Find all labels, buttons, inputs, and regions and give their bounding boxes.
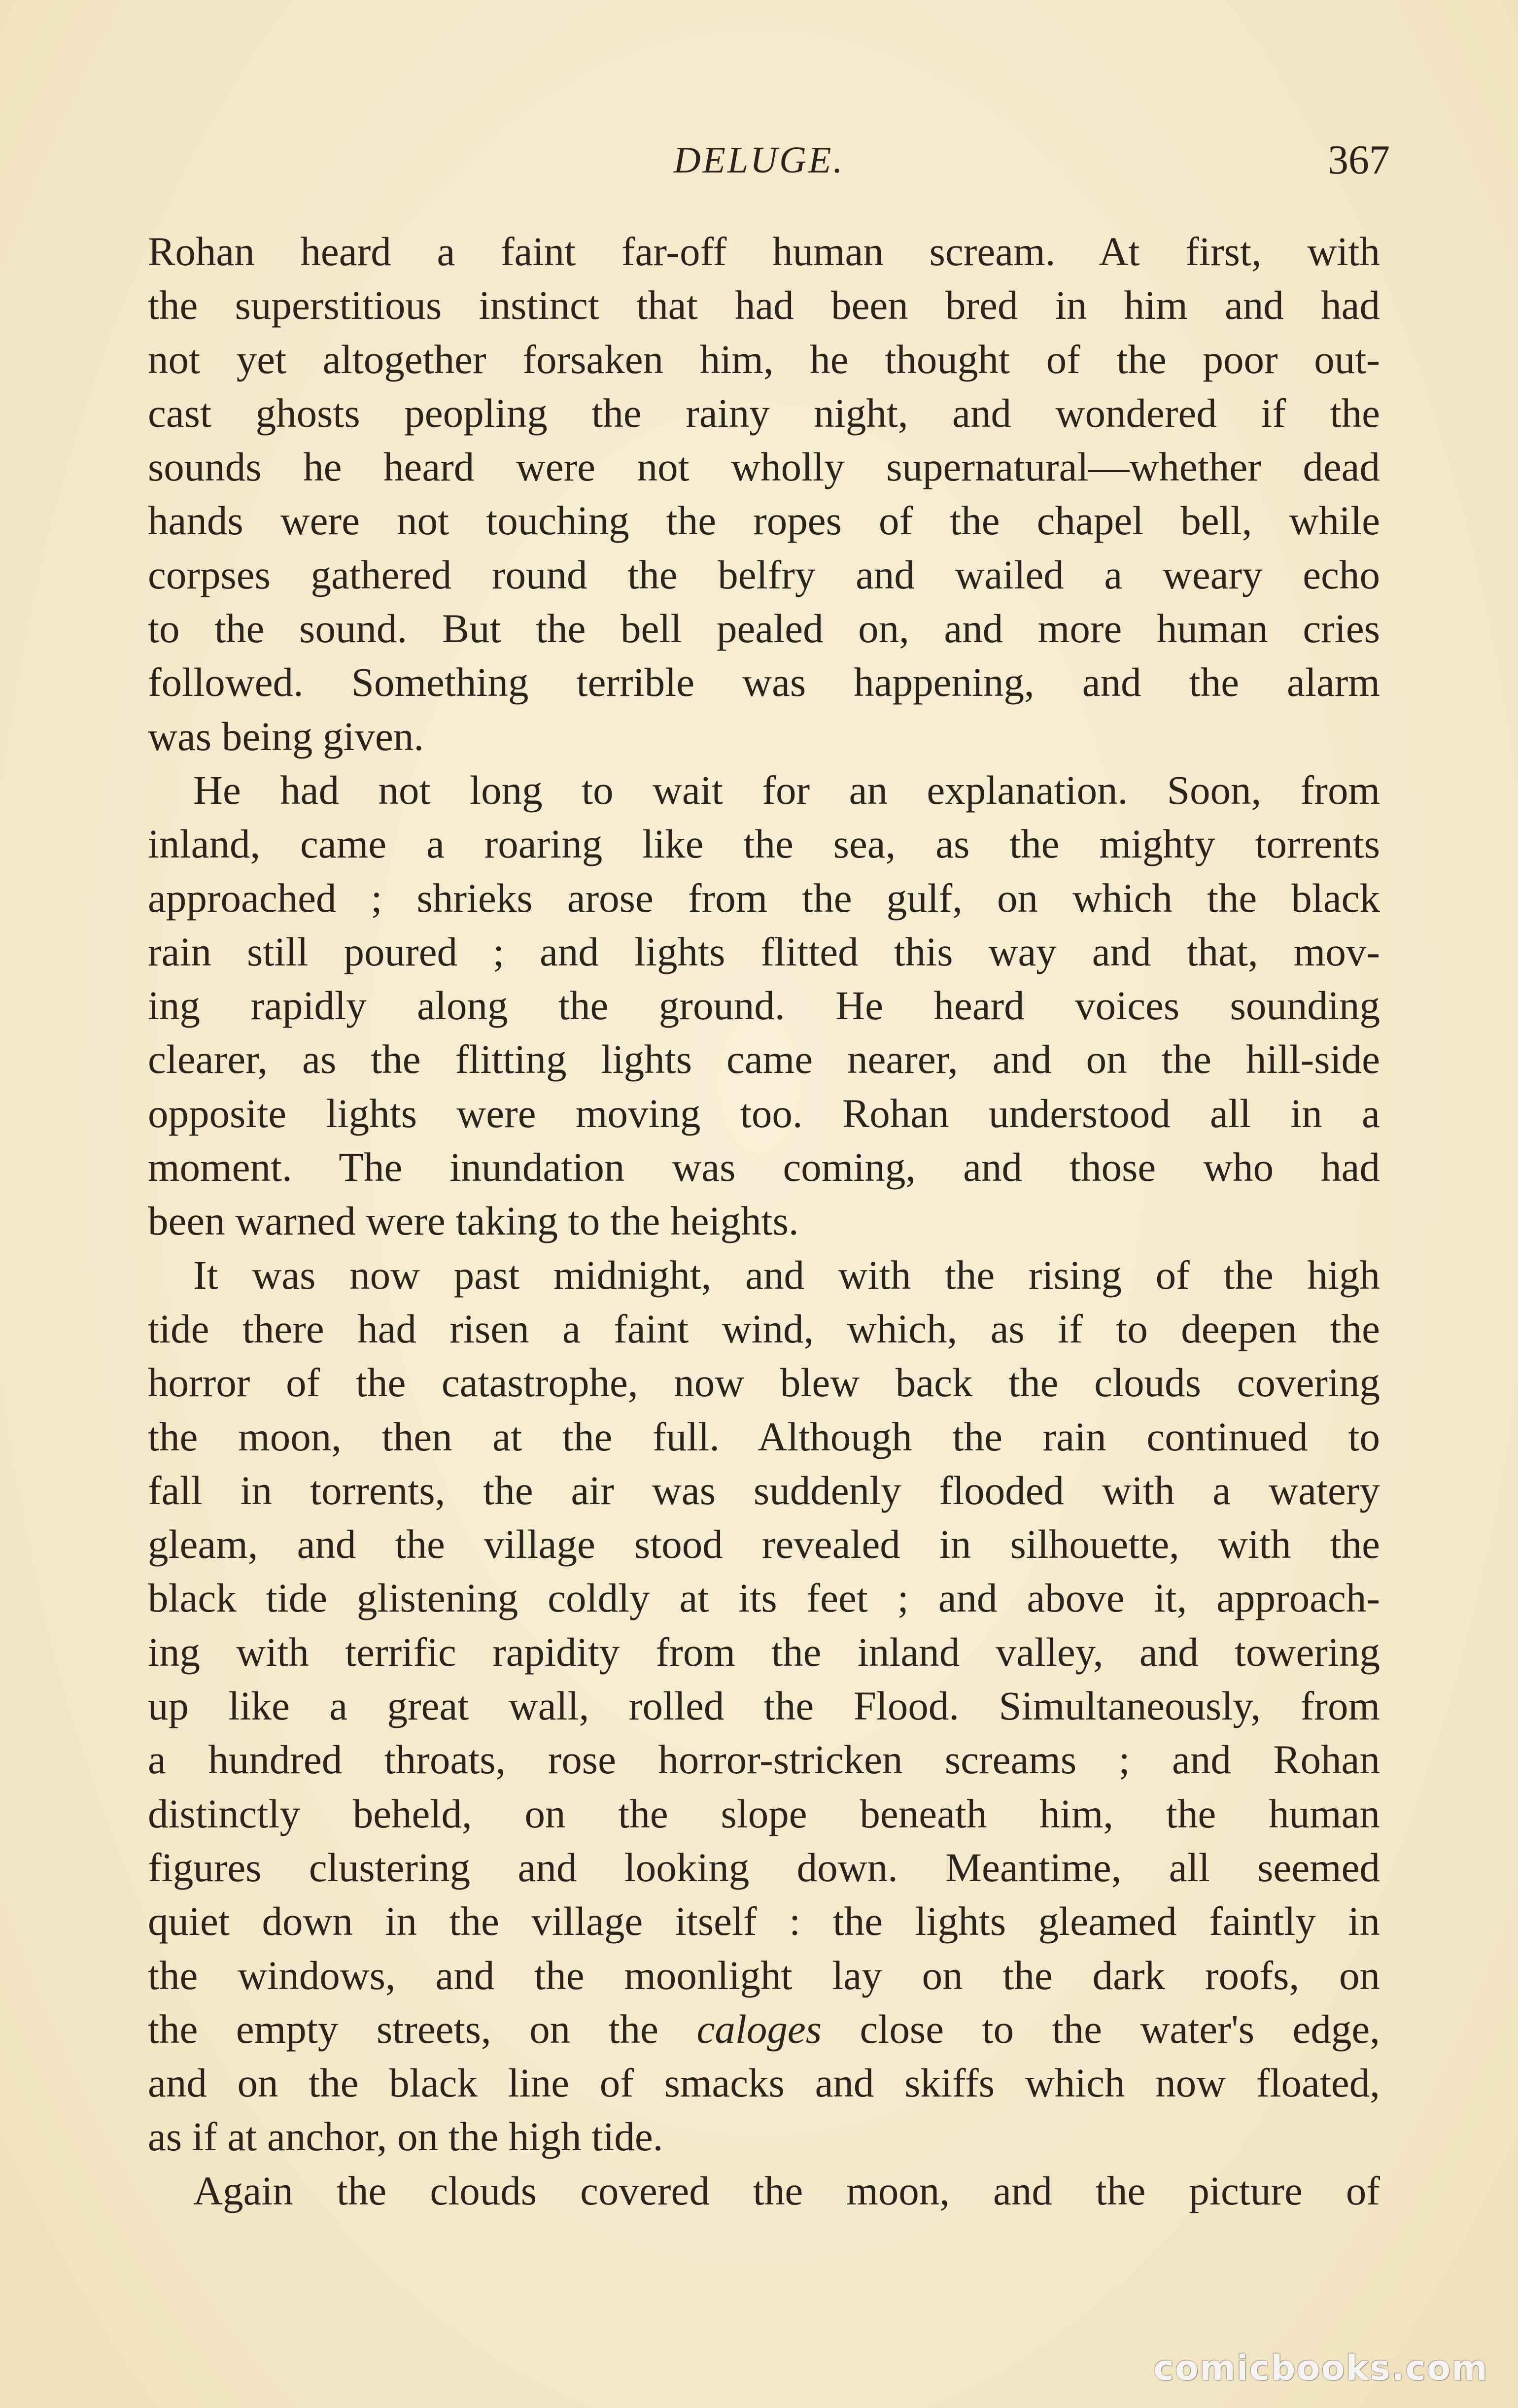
text-line: horror of the catastrophe, now blew back the clouds covering — [148, 1360, 1380, 1406]
text-line: clearer, as the flitting lights came nearer, and on the hill-side — [148, 1036, 1380, 1082]
text-line: the superstitious instinct that had been bred in him and had — [148, 282, 1380, 328]
text-line: distinctly beheld, on the slope beneath him, the human — [148, 1790, 1380, 1836]
text-line: ing with terrific rapidity from the inland valley, and towering — [148, 1629, 1380, 1675]
text-line: as if at anchor, on the high tide. — [148, 2114, 663, 2160]
watermark: comicbooks.com — [1153, 2348, 1488, 2388]
text-line: a hundred throats, rose horror-stricken screams ; and Rohan — [148, 1737, 1380, 1783]
text-line: black tide glistening coldly at its feet ; and above it, approach- — [148, 1575, 1380, 1621]
text-line: corpses gathered round the belfry and wailed a weary echo — [148, 551, 1380, 597]
text-line: hands were not touching the ropes of the chapel bell, while — [148, 498, 1380, 544]
text-line: and on the black line of smacks and skiffs which now floated, — [148, 2060, 1380, 2106]
text-line: followed. Something terrible was happening, and the alarm — [148, 659, 1380, 705]
text-line: was being given. — [148, 713, 424, 759]
text-line: been warned were taking to the heights. — [148, 1198, 799, 1244]
text-line: rain still poured ; and lights flitted this way and that, mov- — [148, 929, 1380, 974]
text-line: the windows, and the moonlight lay on the dark roofs, on — [148, 1952, 1380, 1998]
text-line: the empty streets, on the caloges close to the water's edge, — [148, 2006, 1380, 2052]
text-line: to the sound. But the bell pealed on, and more human cries — [148, 606, 1380, 652]
page-number: 367 — [1328, 137, 1390, 183]
text-line: approached ; shrieks arose from the gulf, on which the black — [148, 875, 1380, 921]
text-line: not yet altogether forsaken him, he thought of the poor out- — [148, 336, 1380, 382]
italic-word: caloges — [696, 2006, 822, 2052]
paragraph-start-line: Again the clouds covered the moon, and the picture of — [193, 2167, 1380, 2213]
body-text — [148, 225, 1380, 2218]
text-line: Rohan heard a faint far-off human scream. At first, with — [148, 229, 1380, 274]
running-head — [0, 131, 1518, 190]
text-line: cast ghosts peopling the rainy night, and wondered if the — [148, 390, 1380, 436]
text-line: ing rapidly along the ground. He heard voices sounding — [148, 983, 1380, 1029]
text-line: sounds he heard were not wholly supernatural—whether dead — [148, 444, 1380, 490]
text-line: up like a great wall, rolled the Flood. Simultaneously, from — [148, 1683, 1380, 1729]
text-line: tide there had risen a faint wind, which, as if to deepen the — [148, 1306, 1380, 1351]
text-line: fall in torrents, the air was suddenly flooded with a watery — [148, 1467, 1380, 1513]
text-line: inland, came a roaring like the sea, as the mighty torrents — [148, 821, 1380, 867]
paragraph-start-line: He had not long to wait for an explanation. Soon, from — [193, 767, 1380, 813]
text-line: quiet down in the village itself : the lights gleamed faintly in — [148, 1898, 1380, 1944]
paragraph-start-line: It was now past midnight, and with the rising of the high — [193, 1252, 1380, 1298]
text-line: the moon, then at the full. Although the rain continued to — [148, 1413, 1380, 1459]
text-line: opposite lights were moving too. Rohan understood all in a — [148, 1090, 1380, 1136]
text-line: gleam, and the village stood revealed in silhouette, with the — [148, 1521, 1380, 1567]
text-line: moment. The inundation was coming, and those who had — [148, 1144, 1380, 1190]
text-line: figures clustering and looking down. Meantime, all seemed — [148, 1844, 1380, 1890]
running-title: DELUGE. — [673, 139, 845, 181]
